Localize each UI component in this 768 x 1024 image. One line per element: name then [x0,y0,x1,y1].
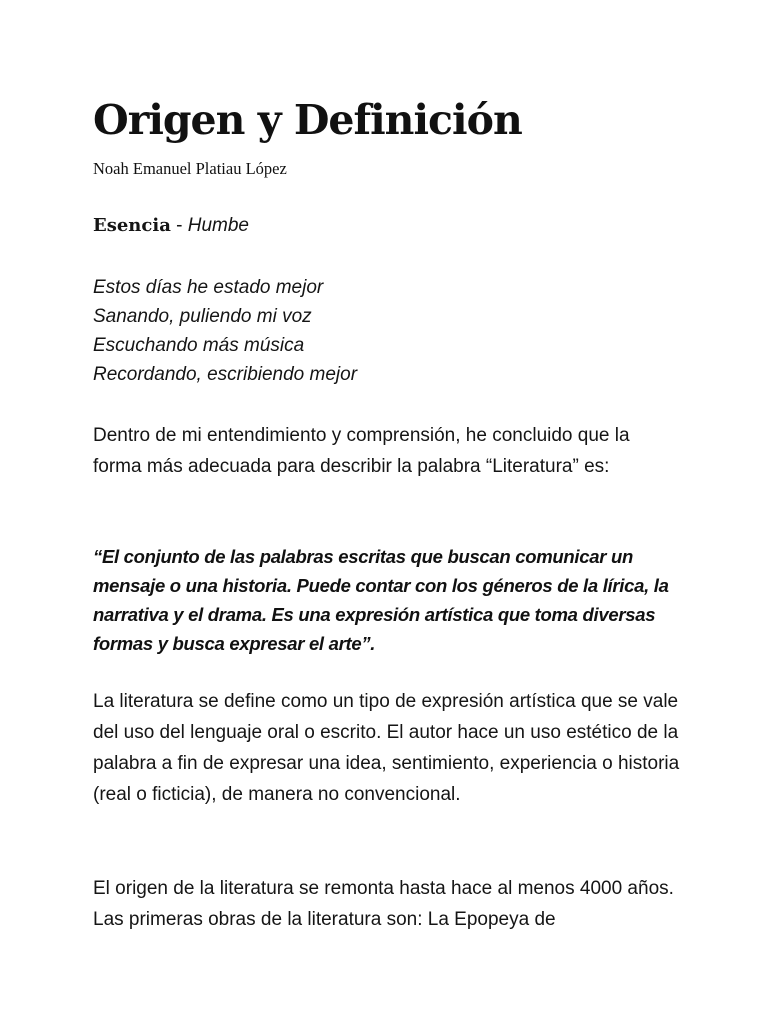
song-title: Esencia [93,215,171,236]
document-title: Origen y Definición [93,96,522,144]
paragraph-origin: El origen de la literatura se remonta hasta hace al menos 4000 años. Las primeras obras de la literatura son: La Epopeya de [93,878,674,930]
verse-line: Sanando, puliendo mi voz [93,306,312,327]
paragraph-intro: Dentro de mi entendimiento y comprensión, he concluido que la forma más adecuada para describir la palabra “Literatura” es: [93,425,630,477]
author-name: Noah Emanuel Platiau López [93,159,287,178]
definition-quote: “El conjunto de las palabras escritas que buscan comunicar un mensaje o una historia. Puede contar con los géneros de la lírica, la narrativa y el drama. Es una expresión artística que toma diversas formas y busca expresar el arte”. [93,546,669,654]
verse-line: Recordando, escribiendo mejor [93,364,358,385]
song-artist: Humbe [187,215,249,236]
song-separator: - [170,215,188,236]
song-verse [93,273,357,389]
verse-line: Estos días he estado mejor [93,277,324,298]
paragraph-definition: La literatura se define como un tipo de expresión artística que se vale del uso del lenguaje oral o escrito. El autor hace un uso estético de la palabra a fin de expresar una idea, sentimiento, experiencia o historia (real o ficticia), de manera no convencional. [93,691,680,805]
verse-line: Escuchando más música [93,335,305,356]
song-reference [93,212,249,240]
